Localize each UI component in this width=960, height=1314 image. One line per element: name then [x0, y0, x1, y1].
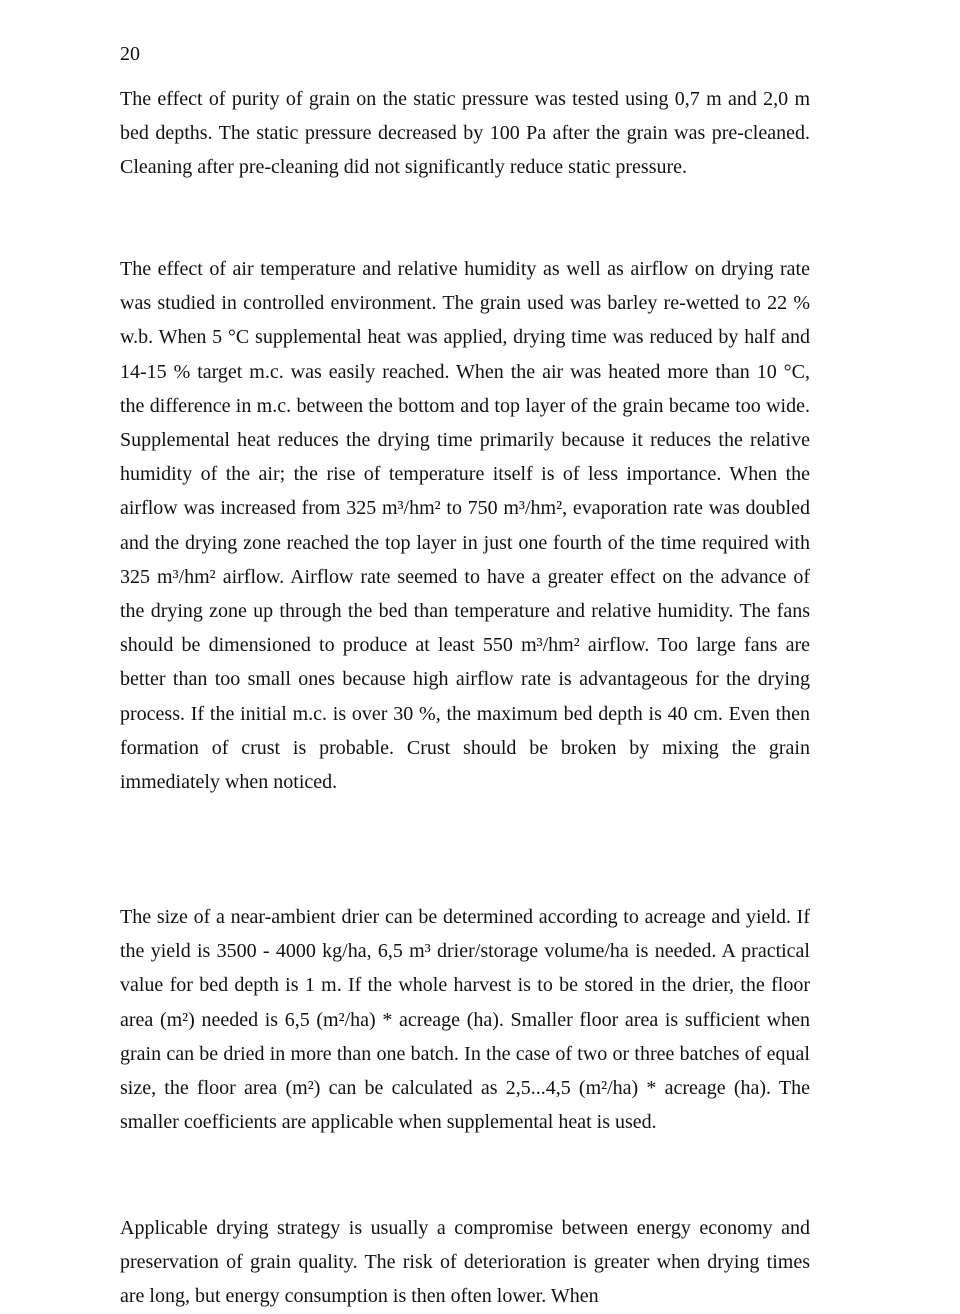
- paragraph-drying-rate: The effect of air temperature and relative humidity as well as airflow on drying rate was studied in controlled environment. The grain used was barley re-wetted to 22 % w.b. When 5 °C supplemental heat was applied, drying time was reduced by half and 14-15 % target m.c. was easily reached. When the air was heated more than 10 °C, the difference in m.c. between the bottom and top layer of the grain became too wide. Supplemental heat reduces the drying time primarily because it reduces the relative humidity of the air; the rise of temperature itself is of less importance. When the airflow was increased from 325 m³/hm² to 750 m³/hm², evaporation rate was doubled and the drying zone reached the top layer in just one fourth of the time required with 325 m³/hm² airflow. Airflow rate seemed to have a greater effect on the advance of the drying zone up through the bed than temperature and relative humidity. The fans should be dimensioned to produce at least 550 m³/hm² airflow. Too large fans are better than too small ones because high airflow rate is advantageous for the drying process. If the initial m.c. is over 30 %, the maximum bed depth is 40 cm. Even then formation of crust is probable. Crust should be broken by mixing the grain immediately when noticed.: [120, 258, 810, 794]
- page-number: 20: [120, 43, 140, 65]
- paragraph-drier-size: The size of a near-ambient drier can be determined according to acreage and yield. If the yield is 3500 - 4000 kg/ha, 6,5 m³ drier/storage volume/ha is needed. A practical value for bed depth is 1 m. If the whole harvest is to be stored in the drier, the floor area (m²) needed is 6,5 (m²/ha) * acreage (ha). Smaller floor area is sufficient when grain can be dried in more than one batch. In the case of two or three batches of equal size, the floor area (m²) can be calculated as 2,5...4,5 (m²/ha) * acreage (ha). The smaller coefficients are applicable when supplemental heat is used.: [120, 906, 810, 1134]
- paragraph-drying-strategy: Applicable drying strategy is usually a compromise between energy economy and preservation of grain quality. The risk of deterioration is greater when drying times are long, but energy consumption is then often lower. When: [120, 1217, 810, 1308]
- paragraph-static-pressure: The effect of purity of grain on the static pressure was tested using 0,7 m and 2,0 m bed depths. The static pressure decreased by 100 Pa after the grain was pre-cleaned. Cleaning after pre-cleaning did not significantly reduce static pressure.: [120, 88, 810, 179]
